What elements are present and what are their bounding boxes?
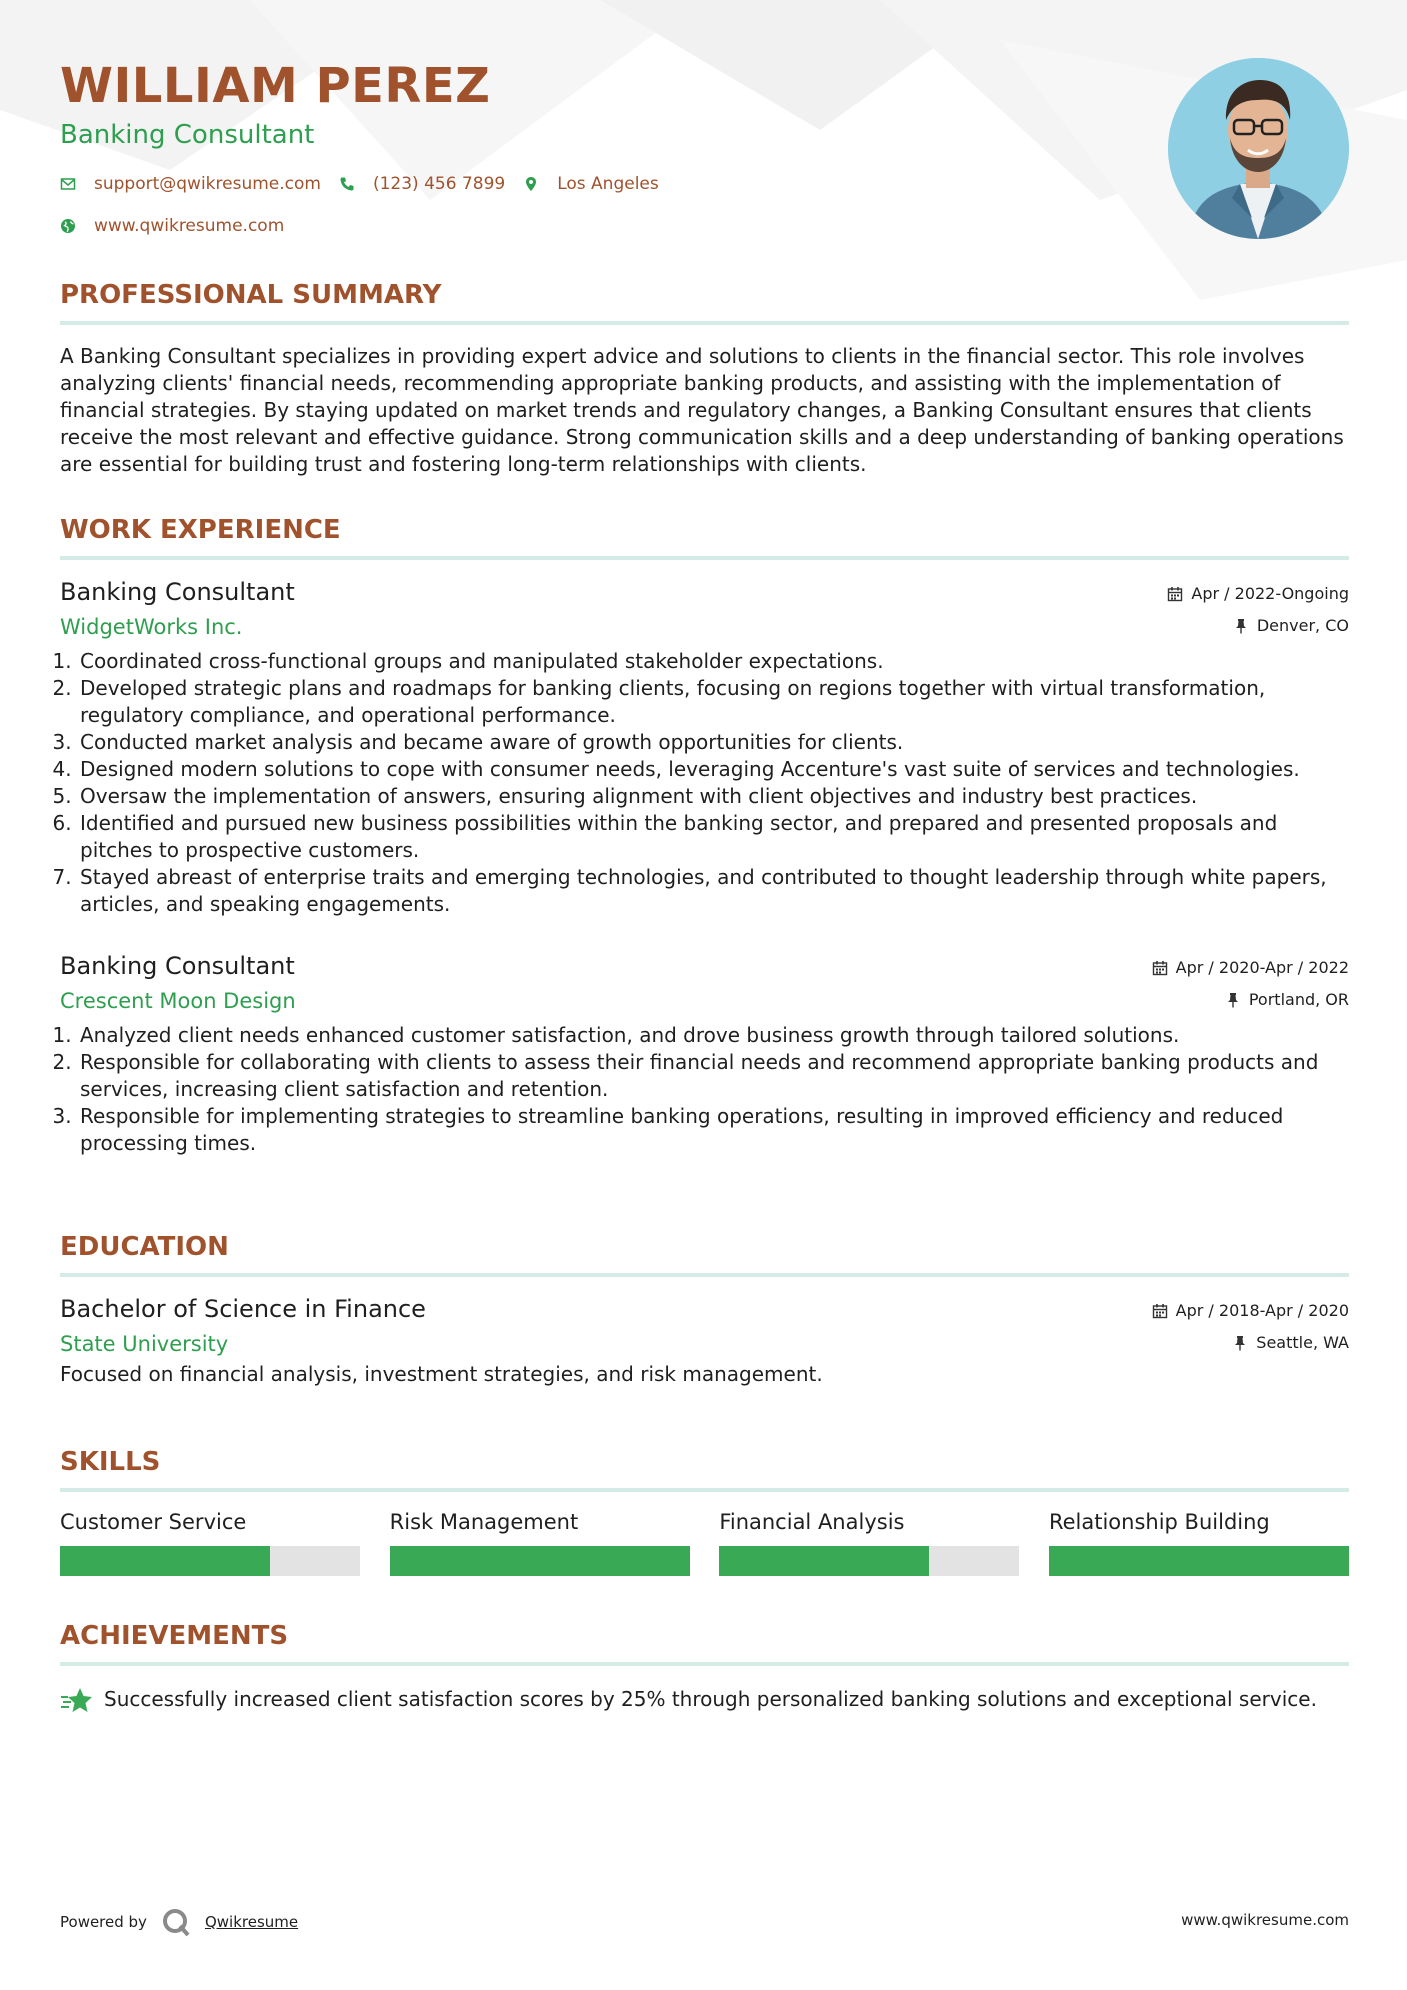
calendar-icon	[1152, 1303, 1168, 1319]
qwikresume-logo-icon	[161, 1907, 191, 1937]
contact-phone[interactable]	[339, 174, 505, 194]
degree: Bachelor of Science in Finance	[60, 1295, 426, 1324]
skill-name: Relationship Building	[1048, 1510, 1270, 1535]
job-title: Banking Consultant	[60, 578, 295, 607]
achievement-item	[60, 1686, 1349, 1716]
contact-website[interactable]	[60, 216, 284, 236]
location-text: Los Angeles	[557, 174, 659, 194]
experience-section	[60, 515, 1349, 1157]
pin-icon	[1233, 618, 1249, 634]
job-company: Crescent Moon Design	[60, 989, 296, 1014]
powered-by	[60, 1907, 298, 1937]
candidate-name: WILLIAM PEREZ	[60, 58, 491, 114]
profile-photo	[1168, 58, 1349, 239]
calendar-icon	[1167, 586, 1183, 602]
education-location	[1232, 1333, 1349, 1352]
job-location	[1225, 990, 1349, 1009]
skill-bar	[390, 1546, 690, 1576]
achievement-text: Successfully increased client satisfaction scores by 25% through personalized banking solutions and exceptional service.	[104, 1687, 1317, 1712]
footer	[60, 1899, 1349, 1935]
job-entry	[60, 948, 1349, 1157]
calendar-icon	[1152, 960, 1168, 976]
skill-item	[719, 1510, 1019, 1576]
job-entry	[60, 574, 1349, 918]
education-date	[1152, 1301, 1349, 1320]
achievements-section	[60, 1621, 1349, 1716]
contact-info	[60, 172, 677, 238]
phone-icon	[339, 176, 355, 192]
map-marker-icon	[523, 176, 539, 192]
duty-item: 4. Designed modern solutions to cope with consumer needs, leveraging Accenture's vast suite of services and technologies.	[78, 756, 1349, 783]
skill-item	[60, 1510, 360, 1576]
skill-name: Risk Management	[389, 1510, 579, 1535]
job-duties	[60, 1022, 1349, 1157]
footer-url[interactable]: www.qwikresume.com	[1181, 1911, 1349, 1929]
skill-name: Financial Analysis	[719, 1510, 905, 1535]
duty-item: 3. Conducted market analysis and became aware of growth opportunities for clients.	[78, 729, 1349, 756]
skills-list	[60, 1510, 1349, 1576]
education-entry	[60, 1291, 1349, 1388]
duty-item: 1. Analyzed client needs enhanced customer satisfaction, and drove business growth through tailored solutions.	[78, 1022, 1349, 1049]
summary-section	[60, 280, 1349, 478]
skills-section	[60, 1447, 1349, 1576]
candidate-title: Banking Consultant	[60, 120, 315, 150]
education-section	[60, 1232, 1349, 1388]
skill-item	[390, 1510, 690, 1576]
achievements-heading: ACHIEVEMENTS	[60, 1621, 1349, 1666]
job-location-text: Denver, CO	[1256, 616, 1349, 636]
email-text: support@qwikresume.com	[94, 174, 321, 194]
skill-bar-fill	[719, 1546, 929, 1576]
skill-bar	[719, 1546, 1019, 1576]
duty-item: 7. Stayed abreast of enterprise traits and emerging technologies, and contributed to thought leadership through white papers, articles, and speaking engagements.	[78, 864, 1349, 918]
summary-text: A Banking Consultant specializes in providing expert advice and solutions to clients in the financial sector. This role involves analyzing clients' financial needs, recommending appropriate banking products, and assisting with the implementation of financial strategies. By staying updated on market trends and regulatory changes, a Banking Consultant ensures that clients receive the most relevant and effective guidance. Strong communication skills and a deep understanding of banking operations are essential for building trust and fostering long-term relationships with clients.	[60, 344, 1344, 477]
summary-heading: PROFESSIONAL SUMMARY	[60, 280, 1349, 325]
job-date-text: Apr / 2022-Ongoing	[1191, 584, 1349, 604]
duty-item: 2. Responsible for collaborating with clients to assess their financial needs and recommend appropriate banking products and services, increasing client satisfaction and retention.	[78, 1049, 1349, 1103]
job-duties	[60, 648, 1349, 918]
contact-location	[523, 174, 659, 194]
contact-email[interactable]	[60, 174, 321, 194]
education-date-text: Apr / 2018-Apr / 2020	[1175, 1301, 1349, 1321]
skill-name: Customer Service	[60, 1510, 247, 1535]
website-text: www.qwikresume.com	[94, 216, 285, 236]
qwikresume-link[interactable]: Qwikresume	[204, 1913, 299, 1931]
powered-by-label: Powered by	[60, 1913, 147, 1931]
duty-item: 5. Oversaw the implementation of answers, ensuring alignment with client objectives and industry best practices.	[78, 783, 1349, 810]
job-company: WidgetWorks Inc.	[60, 615, 243, 640]
job-date	[1152, 958, 1349, 977]
phone-text: (123) 456 7899	[372, 174, 506, 194]
job-date	[1167, 584, 1349, 603]
star-trophy-icon	[60, 1686, 94, 1716]
skill-bar-fill	[1049, 1546, 1349, 1576]
education-description: Focused on financial analysis, investment strategies, and risk management.	[60, 1362, 823, 1387]
pin-icon	[1232, 1335, 1248, 1351]
skill-bar	[1049, 1546, 1349, 1576]
job-title: Banking Consultant	[60, 952, 295, 981]
globe-icon	[60, 218, 76, 234]
skill-bar-fill	[60, 1546, 270, 1576]
duty-item: 1. Coordinated cross-functional groups and manipulated stakeholder expectations.	[78, 648, 1349, 675]
skill-item	[1049, 1510, 1349, 1576]
job-location-text: Portland, OR	[1248, 990, 1349, 1010]
skill-bar	[60, 1546, 360, 1576]
duty-item: 2. Developed strategic plans and roadmaps for banking clients, focusing on regions together with virtual transformation, regulatory compliance, and operational performance.	[78, 675, 1349, 729]
envelope-icon	[60, 176, 76, 192]
skills-heading: SKILLS	[60, 1447, 1349, 1492]
experience-heading: WORK EXPERIENCE	[60, 515, 1349, 560]
skill-bar-fill	[390, 1546, 690, 1576]
duty-item: 6. Identified and pursued new business possibilities within the banking sector, and prepared and presented proposals and pitches to prospective customers.	[78, 810, 1349, 864]
pin-icon	[1225, 992, 1241, 1008]
education-location-text: Seattle, WA	[1256, 1333, 1349, 1353]
duty-item: 3. Responsible for implementing strategies to streamline banking operations, resulting in improved efficiency and reduced processing times.	[78, 1103, 1349, 1157]
school: State University	[60, 1332, 229, 1357]
education-heading: EDUCATION	[60, 1232, 1349, 1277]
job-location	[1233, 616, 1349, 635]
job-date-text: Apr / 2020-Apr / 2022	[1175, 958, 1349, 978]
